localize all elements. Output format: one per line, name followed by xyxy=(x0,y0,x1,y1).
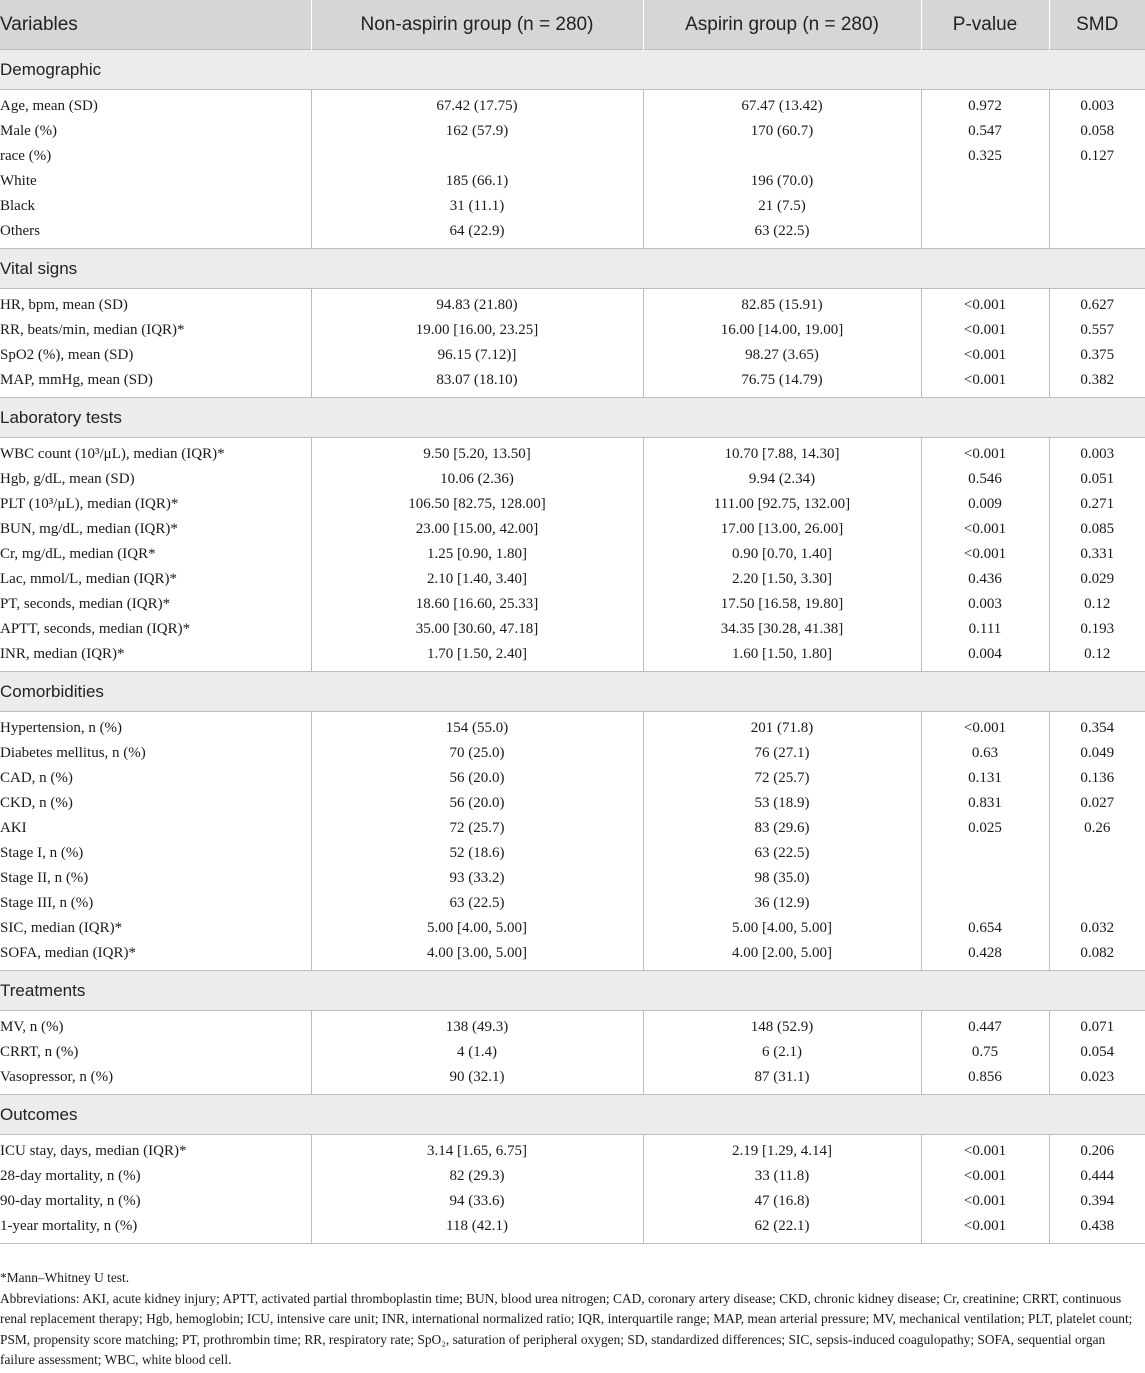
smd-cell: 0.444 xyxy=(1080,1168,1115,1184)
smd-cell xyxy=(1049,866,1145,891)
header-aspirin-group: Aspirin group (n = 280) xyxy=(643,0,921,50)
aspirin-cell: 98.27 (3.65) xyxy=(643,343,921,368)
smd-cell: 0.127 xyxy=(1080,148,1115,164)
smd-cell: 0.049 xyxy=(1080,745,1115,761)
smd-cell: 0.26 xyxy=(1084,820,1111,836)
variable-cell: Hypertension, n (%) xyxy=(0,716,311,741)
smd-cell xyxy=(1049,219,1145,244)
table-header-row xyxy=(0,0,1145,50)
section-title: Laboratory tests xyxy=(0,398,1145,438)
variable-cell: SpO2 (%), mean (SD) xyxy=(0,343,311,368)
table-row xyxy=(0,716,1145,741)
smd-cell xyxy=(1049,194,1145,219)
section-header-row xyxy=(0,672,1145,712)
p-value-cell: <0.001 xyxy=(921,1139,1049,1164)
table-row xyxy=(0,144,1145,169)
non-aspirin-cell: 106.50 [82.75, 128.00] xyxy=(311,492,643,517)
non-aspirin-cell: 185 (66.1) xyxy=(311,169,643,194)
variable-cell: Male (%) xyxy=(0,119,311,144)
smd-cell: 0.394 xyxy=(1080,1193,1115,1209)
non-aspirin-cell: 63 (22.5) xyxy=(311,891,643,916)
variable-cell: CKD, n (%) xyxy=(0,791,311,816)
p-value-cell: 0.547 xyxy=(921,119,1049,144)
p-value-cell: <0.001 xyxy=(921,442,1049,467)
non-aspirin-cell: 56 (20.0) xyxy=(311,766,643,791)
smd-cell: 0.354 xyxy=(1080,720,1115,736)
variable-cell: Black xyxy=(0,194,311,219)
aspirin-cell: 53 (18.9) xyxy=(643,791,921,816)
spacer-row xyxy=(0,1239,1145,1244)
table-row xyxy=(0,916,1145,941)
section-title: Outcomes xyxy=(0,1095,1145,1135)
header-smd: SMD xyxy=(1049,0,1145,50)
table-row xyxy=(0,119,1145,144)
variable-cell: APTT, seconds, median (IQR)* xyxy=(0,617,311,642)
table-row xyxy=(0,492,1145,517)
p-value-cell: <0.001 xyxy=(921,1214,1049,1239)
smd-cell: 0.085 xyxy=(1080,521,1115,537)
table-row xyxy=(0,1065,1145,1090)
section-title: Vital signs xyxy=(0,249,1145,289)
footnote-abbreviations: Abbreviations: AKI, acute kidney injury; APTT, activated partial thromboplastin time; BUN, blood urea nitrogen; CAD, coronary artery disease; CKD, chronic kidney disease; Cr, creatinine; CRRT, continuous renal replacement therapy; Hgb, hemoglobin; ICU, intensive care unit; INR, international normalized ratio; IQR, interquartile range; MAP, mean arterial pressure; MV, mechanical ventilation; PLT, platelet count; PSM, propensity score matching; PT, prothrombin time; RR, respiratory rate; SpO₂, saturation of peripheral oxygen; SD, standardized differences; SIC, sepsis-induced coagulopathy; SOFA, sequential organ failure assessment; WBC, white blood cell. xyxy=(0,1290,1133,1367)
p-value-cell: 0.654 xyxy=(921,916,1049,941)
p-value-cell: 0.025 xyxy=(921,816,1049,841)
aspirin-cell: 9.94 (2.34) xyxy=(643,467,921,492)
spacer-cell xyxy=(643,1239,921,1244)
non-aspirin-cell: 64 (22.9) xyxy=(311,219,643,244)
aspirin-cell: 2.19 [1.29, 4.14] xyxy=(643,1139,921,1164)
table-row xyxy=(0,169,1145,194)
table-row xyxy=(0,766,1145,791)
aspirin-cell: 67.47 (13.42) xyxy=(643,94,921,119)
table-row xyxy=(0,592,1145,617)
aspirin-cell: 196 (70.0) xyxy=(643,169,921,194)
non-aspirin-cell xyxy=(311,144,643,169)
non-aspirin-cell: 138 (49.3) xyxy=(311,1015,643,1040)
table-row xyxy=(0,1040,1145,1065)
variable-cell: ICU stay, days, median (IQR)* xyxy=(0,1139,311,1164)
p-value-cell xyxy=(921,219,1049,244)
table-row xyxy=(0,442,1145,467)
table-row xyxy=(0,517,1145,542)
variable-cell: 28-day mortality, n (%) xyxy=(0,1164,311,1189)
smd-cell: 0.12 xyxy=(1084,646,1111,662)
aspirin-cell: 76 (27.1) xyxy=(643,741,921,766)
p-value-cell: 0.436 xyxy=(921,567,1049,592)
p-value-cell xyxy=(921,866,1049,891)
non-aspirin-cell: 3.14 [1.65, 6.75] xyxy=(311,1139,643,1164)
smd-cell: 0.003 xyxy=(1080,98,1115,114)
smd-cell: 0.136 xyxy=(1080,770,1115,786)
p-value-cell: 0.856 xyxy=(921,1065,1049,1090)
table-row xyxy=(0,617,1145,642)
smd-cell: 0.557 xyxy=(1080,322,1115,338)
aspirin-cell: 82.85 (15.91) xyxy=(643,293,921,318)
spacer-cell xyxy=(921,1239,1049,1244)
table-footnotes xyxy=(0,1268,1138,1371)
p-value-cell: <0.001 xyxy=(921,293,1049,318)
aspirin-cell: 87 (31.1) xyxy=(643,1065,921,1090)
table-row xyxy=(0,542,1145,567)
non-aspirin-cell: 1.70 [1.50, 2.40] xyxy=(311,642,643,667)
aspirin-cell: 17.00 [13.00, 26.00] xyxy=(643,517,921,542)
p-value-cell: <0.001 xyxy=(921,368,1049,393)
aspirin-cell: 62 (22.1) xyxy=(643,1214,921,1239)
table-row xyxy=(0,1214,1145,1239)
spacer-cell xyxy=(1049,1239,1145,1244)
variable-cell: SIC, median (IQR)* xyxy=(0,916,311,941)
aspirin-cell: 2.20 [1.50, 3.30] xyxy=(643,567,921,592)
aspirin-cell: 201 (71.8) xyxy=(643,716,921,741)
p-value-cell xyxy=(921,841,1049,866)
table-row xyxy=(0,816,1145,841)
variable-cell: HR, bpm, mean (SD) xyxy=(0,293,311,318)
non-aspirin-cell: 56 (20.0) xyxy=(311,791,643,816)
aspirin-cell: 6 (2.1) xyxy=(643,1040,921,1065)
section-title: Demographic xyxy=(0,50,1145,90)
smd-cell: 0.032 xyxy=(1080,920,1115,936)
table-row xyxy=(0,841,1145,866)
variable-cell: AKI xyxy=(0,816,311,841)
table-row xyxy=(0,567,1145,592)
smd-cell: 0.054 xyxy=(1080,1044,1115,1060)
p-value-cell: 0.546 xyxy=(921,467,1049,492)
aspirin-cell: 5.00 [4.00, 5.00] xyxy=(643,916,921,941)
table-row xyxy=(0,219,1145,244)
p-value-cell: 0.004 xyxy=(921,642,1049,667)
variable-cell: Others xyxy=(0,219,311,244)
smd-cell xyxy=(1049,841,1145,866)
smd-cell: 0.023 xyxy=(1080,1069,1115,1085)
non-aspirin-cell: 83.07 (18.10) xyxy=(311,368,643,393)
table-row xyxy=(0,642,1145,667)
aspirin-cell xyxy=(643,144,921,169)
aspirin-cell: 47 (16.8) xyxy=(643,1189,921,1214)
non-aspirin-cell: 72 (25.7) xyxy=(311,816,643,841)
p-value-cell: 0.131 xyxy=(921,766,1049,791)
non-aspirin-cell: 162 (57.9) xyxy=(311,119,643,144)
variable-cell: 90-day mortality, n (%) xyxy=(0,1189,311,1214)
variable-cell: CAD, n (%) xyxy=(0,766,311,791)
section-header-row xyxy=(0,398,1145,438)
p-value-cell: 0.447 xyxy=(921,1015,1049,1040)
header-variables: Variables xyxy=(0,0,311,50)
non-aspirin-cell: 35.00 [30.60, 47.18] xyxy=(311,617,643,642)
section-header-row xyxy=(0,50,1145,90)
section-title: Treatments xyxy=(0,971,1145,1011)
aspirin-cell: 16.00 [14.00, 19.00] xyxy=(643,318,921,343)
p-value-cell: 0.111 xyxy=(921,617,1049,642)
variable-cell: Age, mean (SD) xyxy=(0,94,311,119)
table-row xyxy=(0,866,1145,891)
aspirin-cell: 21 (7.5) xyxy=(643,194,921,219)
p-value-cell: 0.63 xyxy=(921,741,1049,766)
p-value-cell: 0.428 xyxy=(921,941,1049,966)
variable-cell: SOFA, median (IQR)* xyxy=(0,941,311,966)
variable-cell: Diabetes mellitus, n (%) xyxy=(0,741,311,766)
variable-cell: Vasopressor, n (%) xyxy=(0,1065,311,1090)
variable-cell: MAP, mmHg, mean (SD) xyxy=(0,368,311,393)
aspirin-cell: 83 (29.6) xyxy=(643,816,921,841)
non-aspirin-cell: 5.00 [4.00, 5.00] xyxy=(311,916,643,941)
aspirin-cell: 63 (22.5) xyxy=(643,219,921,244)
aspirin-cell: 4.00 [2.00, 5.00] xyxy=(643,941,921,966)
p-value-cell: <0.001 xyxy=(921,318,1049,343)
aspirin-cell: 170 (60.7) xyxy=(643,119,921,144)
non-aspirin-cell: 4.00 [3.00, 5.00] xyxy=(311,941,643,966)
variable-cell: MV, n (%) xyxy=(0,1015,311,1040)
aspirin-cell: 1.60 [1.50, 1.80] xyxy=(643,642,921,667)
aspirin-cell: 10.70 [7.88, 14.30] xyxy=(643,442,921,467)
non-aspirin-cell: 18.60 [16.60, 25.33] xyxy=(311,592,643,617)
variable-cell: BUN, mg/dL, median (IQR)* xyxy=(0,517,311,542)
aspirin-cell: 63 (22.5) xyxy=(643,841,921,866)
variable-cell: White xyxy=(0,169,311,194)
variable-cell: 1-year mortality, n (%) xyxy=(0,1214,311,1239)
variable-cell: Cr, mg/dL, median (IQR* xyxy=(0,542,311,567)
smd-cell: 0.193 xyxy=(1080,621,1115,637)
non-aspirin-cell: 94.83 (21.80) xyxy=(311,293,643,318)
non-aspirin-cell: 4 (1.4) xyxy=(311,1040,643,1065)
variable-cell: Stage II, n (%) xyxy=(0,866,311,891)
p-value-cell: 0.831 xyxy=(921,791,1049,816)
aspirin-cell: 98 (35.0) xyxy=(643,866,921,891)
non-aspirin-cell: 9.50 [5.20, 13.50] xyxy=(311,442,643,467)
non-aspirin-cell: 90 (32.1) xyxy=(311,1065,643,1090)
variable-cell: WBC count (10³/μL), median (IQR)* xyxy=(0,442,311,467)
variable-cell: Stage III, n (%) xyxy=(0,891,311,916)
smd-cell: 0.206 xyxy=(1080,1143,1115,1159)
p-value-cell: <0.001 xyxy=(921,517,1049,542)
aspirin-cell: 76.75 (14.79) xyxy=(643,368,921,393)
variable-cell: Stage I, n (%) xyxy=(0,841,311,866)
variable-cell: race (%) xyxy=(0,144,311,169)
variable-cell: Hgb, g/dL, mean (SD) xyxy=(0,467,311,492)
section-title: Comorbidities xyxy=(0,672,1145,712)
non-aspirin-cell: 154 (55.0) xyxy=(311,716,643,741)
table-row xyxy=(0,318,1145,343)
section-header-row xyxy=(0,971,1145,1011)
table-row xyxy=(0,941,1145,966)
non-aspirin-cell: 52 (18.6) xyxy=(311,841,643,866)
table-row xyxy=(0,1164,1145,1189)
smd-cell: 0.12 xyxy=(1084,596,1111,612)
header-non-aspirin-group: Non-aspirin group (n = 280) xyxy=(311,0,643,50)
aspirin-cell: 33 (11.8) xyxy=(643,1164,921,1189)
smd-cell: 0.003 xyxy=(1080,446,1115,462)
table-row xyxy=(0,194,1145,219)
aspirin-cell: 0.90 [0.70, 1.40] xyxy=(643,542,921,567)
table-row xyxy=(0,293,1145,318)
table-row xyxy=(0,94,1145,119)
p-value-cell: <0.001 xyxy=(921,1189,1049,1214)
non-aspirin-cell: 70 (25.0) xyxy=(311,741,643,766)
p-value-cell: 0.003 xyxy=(921,592,1049,617)
p-value-cell: <0.001 xyxy=(921,716,1049,741)
p-value-cell: <0.001 xyxy=(921,343,1049,368)
smd-cell xyxy=(1049,891,1145,916)
non-aspirin-cell: 96.15 (7.12)] xyxy=(311,343,643,368)
smd-cell: 0.027 xyxy=(1080,795,1115,811)
spacer-cell xyxy=(311,1239,643,1244)
smd-cell: 0.051 xyxy=(1080,471,1115,487)
table-row xyxy=(0,791,1145,816)
aspirin-cell: 34.35 [30.28, 41.38] xyxy=(643,617,921,642)
p-value-cell: <0.001 xyxy=(921,1164,1049,1189)
table-row xyxy=(0,368,1145,393)
spacer-cell xyxy=(0,1239,311,1244)
aspirin-cell: 111.00 [92.75, 132.00] xyxy=(643,492,921,517)
smd-cell: 0.375 xyxy=(1080,347,1115,363)
table-row xyxy=(0,741,1145,766)
footnote-mann-whitney: *Mann–Whitney U test. xyxy=(0,1270,130,1285)
aspirin-cell: 17.50 [16.58, 19.80] xyxy=(643,592,921,617)
section-header-row xyxy=(0,1095,1145,1135)
non-aspirin-cell: 118 (42.1) xyxy=(311,1214,643,1239)
variable-cell: Lac, mmol/L, median (IQR)* xyxy=(0,567,311,592)
p-value-cell: 0.75 xyxy=(921,1040,1049,1065)
table-row xyxy=(0,1139,1145,1164)
non-aspirin-cell: 31 (11.1) xyxy=(311,194,643,219)
p-value-cell xyxy=(921,194,1049,219)
non-aspirin-cell: 10.06 (2.36) xyxy=(311,467,643,492)
p-value-cell: 0.009 xyxy=(921,492,1049,517)
smd-cell: 0.071 xyxy=(1080,1019,1115,1035)
non-aspirin-cell: 23.00 [15.00, 42.00] xyxy=(311,517,643,542)
smd-cell: 0.438 xyxy=(1080,1218,1115,1234)
non-aspirin-cell: 93 (33.2) xyxy=(311,866,643,891)
table-row xyxy=(0,1189,1145,1214)
non-aspirin-cell: 2.10 [1.40, 3.40] xyxy=(311,567,643,592)
p-value-cell: 0.972 xyxy=(921,94,1049,119)
aspirin-cell: 148 (52.9) xyxy=(643,1015,921,1040)
non-aspirin-cell: 94 (33.6) xyxy=(311,1189,643,1214)
non-aspirin-cell: 82 (29.3) xyxy=(311,1164,643,1189)
smd-cell: 0.627 xyxy=(1080,297,1115,313)
smd-cell xyxy=(1049,169,1145,194)
p-value-cell xyxy=(921,169,1049,194)
header-p-value: P-value xyxy=(921,0,1049,50)
non-aspirin-cell: 67.42 (17.75) xyxy=(311,94,643,119)
table-body xyxy=(0,50,1145,1244)
variable-cell: PT, seconds, median (IQR)* xyxy=(0,592,311,617)
p-value-cell: <0.001 xyxy=(921,542,1049,567)
non-aspirin-cell: 1.25 [0.90, 1.80] xyxy=(311,542,643,567)
variable-cell: RR, beats/min, median (IQR)* xyxy=(0,318,311,343)
p-value-cell xyxy=(921,891,1049,916)
table-row xyxy=(0,467,1145,492)
section-header-row xyxy=(0,249,1145,289)
table-row xyxy=(0,891,1145,916)
smd-cell: 0.082 xyxy=(1080,945,1115,961)
aspirin-cell: 72 (25.7) xyxy=(643,766,921,791)
p-value-cell: 0.325 xyxy=(921,144,1049,169)
non-aspirin-cell: 19.00 [16.00, 23.25] xyxy=(311,318,643,343)
variable-cell: CRRT, n (%) xyxy=(0,1040,311,1065)
smd-cell: 0.058 xyxy=(1080,123,1115,139)
smd-cell: 0.382 xyxy=(1080,372,1115,388)
smd-cell: 0.331 xyxy=(1080,546,1115,562)
table-row xyxy=(0,343,1145,368)
variable-cell: INR, median (IQR)* xyxy=(0,642,311,667)
table-row xyxy=(0,1015,1145,1040)
smd-cell: 0.271 xyxy=(1080,496,1115,512)
variable-cell: PLT (10³/μL), median (IQR)* xyxy=(0,492,311,517)
aspirin-cell: 36 (12.9) xyxy=(643,891,921,916)
smd-cell: 0.029 xyxy=(1080,571,1115,587)
